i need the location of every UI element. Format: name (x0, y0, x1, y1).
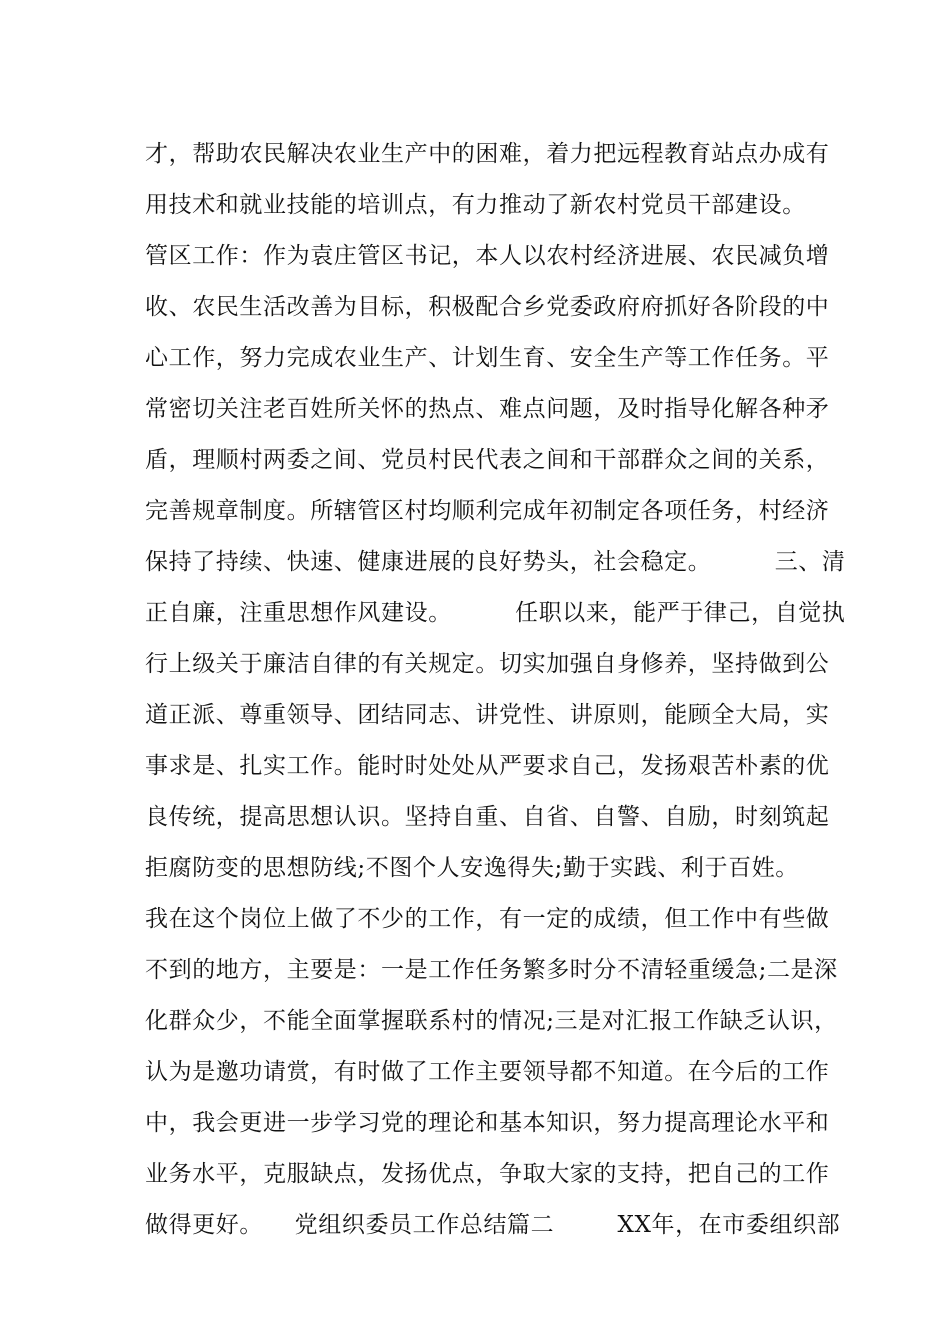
text-line: 行上级关于廉洁自律的有关规定。切实加强自身修养，坚持做到公 (145, 651, 830, 677)
text-line: 心工作，努力完成农业生产、计划生育、安全生产等工作任务。平 (145, 345, 830, 371)
text-line: 认为是邀功请赏，有时做了工作主要领导都不知道。在今后的工作 (145, 1059, 830, 1085)
text-line: 不到的地方，主要是：一是工作任务繁多时分不清轻重缓急;二是深 (145, 957, 838, 983)
text-line: 才，帮助农民解决农业生产中的困难，着力把远程教育站点办成有 (145, 141, 830, 167)
text-line: 事求是、扎实工作。能时时处处从严要求自己，发扬艰苦朴素的优 (145, 753, 830, 779)
body-text (145, 129, 845, 1251)
text-line: 我在这个岗位上做了不少的工作，有一定的成绩，但工作中有些做 (145, 906, 830, 932)
text-line: 正自廉，注重思想作风建设。 任职以来，能严于律己，自觉执 (145, 600, 846, 626)
text-line: 中，我会更进一步学习党的理论和基本知识，努力提高理论水平和 (145, 1110, 830, 1136)
text-line: 保持了持续、快速、健康进展的良好势头，社会稳定。 三、清 (145, 549, 846, 575)
text-line: 管区工作：作为袁庄管区书记，本人以农村经济进展、农民减负增 (145, 243, 830, 269)
text-line: 良传统，提高思想认识。坚持自重、自省、自警、自励，时刻筑起 (145, 804, 830, 830)
text-line: 用技术和就业技能的培训点，有力推动了新农村党员干部建设。 (145, 192, 806, 218)
text-line: 道正派、尊重领导、团结同志、讲党性、讲原则，能顾全大局，实 (145, 702, 830, 728)
text-line: 化群众少，不能全面掌握联系村的情况;三是对汇报工作缺乏认识， (145, 1008, 838, 1034)
text-line: 收、农民生活改善为目标，积极配合乡党委政府府抓好各阶段的中 (145, 294, 830, 320)
text-line: 业务水平，克服缺点，发扬优点，争取大家的支持，把自己的工作 (145, 1161, 830, 1187)
text-line: 拒腐防变的思想防线;不图个人安逸得失;勤于实践、利于百姓。 (145, 855, 799, 881)
text-line: 完善规章制度。所辖管区村均顺利完成年初制定各项任务，村经济 (145, 498, 830, 524)
text-line: 盾，理顺村两委之间、党员村民代表之间和干部群众之间的关系， (145, 447, 830, 473)
text-line: 常密切关注老百姓所关怀的热点、难点问题，及时指导化解各种矛 (145, 396, 830, 422)
text-line: 做得更好。 党组织委员工作总结篇二 XX年，在市委组织部 (145, 1212, 841, 1238)
